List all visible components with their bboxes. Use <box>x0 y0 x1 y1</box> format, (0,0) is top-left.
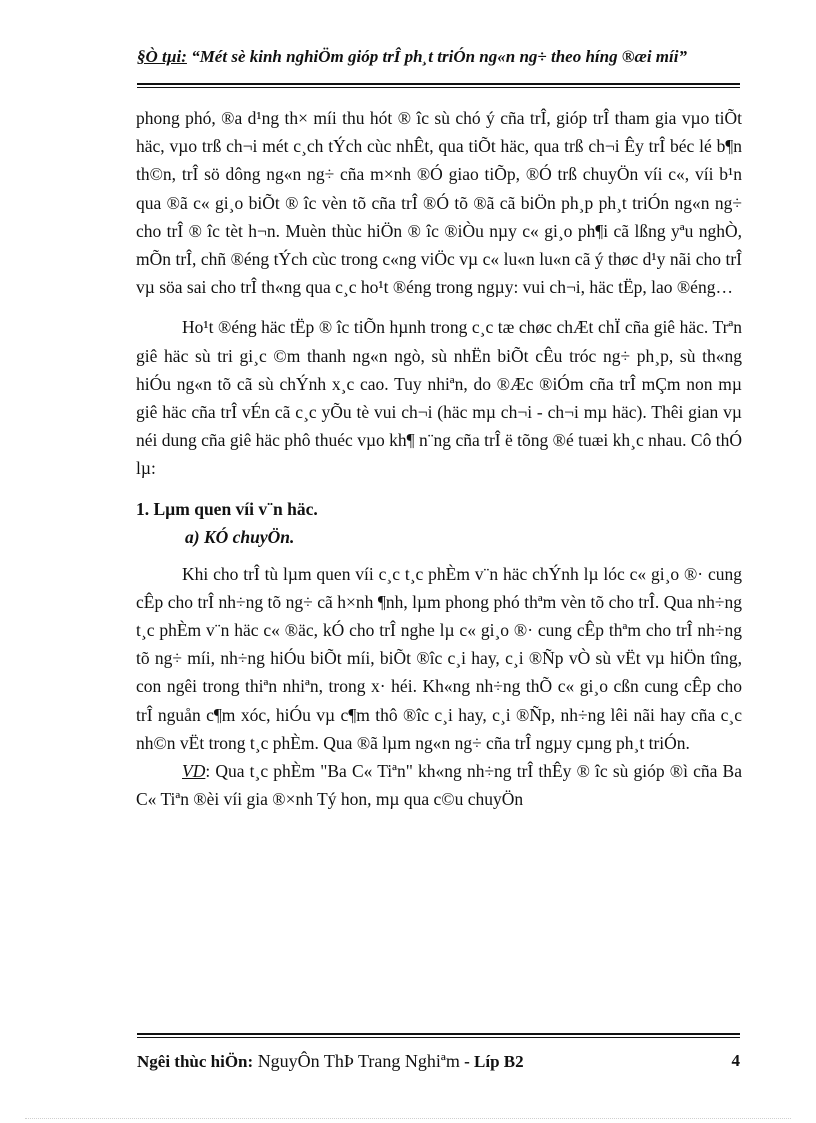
page-number: 4 <box>731 1051 740 1070</box>
section-heading: 1. Lµm quen víi v¨n häc. <box>136 498 318 519</box>
example-text: : Qua t¸c phÈm "Ba C« Tiªn" kh«ng nh÷ng trÎ thÊy ® îc sù gióp ®ì cña Ba C« Tiªn ®èi víi gia ®×nh Tý hon, mµ qua c©u chuyÖn <box>136 761 742 810</box>
paragraph-2: Ho¹t ®éng häc tËp ® îc tiÕn hµnh trong c¸c tæ chøc chÆt chÏ cña giê häc. Trªn giê häc sù tri gi¸c ©m thanh ng«n ngò, sù nhËn biÕt cÊu tróc ng÷ ph¸p, sù th«ng hiÓu ng«n tõ cã sù chÝnh x¸c cao. Tuy nhiªn, do ®Æc ®iÓm cña trÎ mÇm non mµ giê häc cña trÎ vÉn cã c¸c yÕu tè vui ch¬i (häc mµ ch¬i - ch¬i mµ häc). Thêi gian vµ néi dung cña giê häc phô thuéc vµo kh¶ n¨ng cña trÎ ë tõng ®é tuæi kh¸c nhau. Cô thÓ lµ: <box>136 317 742 479</box>
paragraph-3: Khi cho trÎ tù lµm quen víi c¸c t¸c phÈm v¨n häc chÝnh lµ lóc c« gi¸o ®· cung cÊp cho trÎ nh÷ng tõ ng÷ cã h×nh ¶nh, lµm phong phó thªm vèn tõ cho trÎ. Qua nh÷ng t¸c phÈm v¨n häc c« ®äc, kÓ cho trÎ nghe lµ c« gi¸o ®· cung cÊp thªm cho trÎ nh÷ng tõ ng÷ míi, nh÷ng hiÓu biÕt míi, biÕt ®îc c¸i hay, c¸i ®Ñp vÒ sù vËt vµ hiÖn tîng, con ngêi trong thiªn nhiªn, trong x· héi. Kh«ng nh÷ng thÕ c« gi¸o cßn cung cÊp cho trÎ nguån c¶m xóc, hiÓu vµ c¶m thô ®îc c¸i hay, c¸i ®Ñp, nh÷ng lêi nãi hay cña c¸c nh©n vËt trong t¸c phÈm. Qua ®ã lµm ng«n ng÷ cña trÎ ngµy cµng ph¸t triÓn. <box>136 563 742 753</box>
header-topic: “Mét sè kinh nghiÖm gióp trÎ ph¸t triÓn ng«n ng÷ theo híng ®æi míi” <box>186 47 687 66</box>
paragraph-1: phong phó, ®a d¹ng th× míi thu hót ® îc sù chó ý cña trÎ, gióp trÎ tham gia vµo tiÕt häc, vµo trß ch¬i mét c¸ch tÝch cùc nhÊt, qua tiÕt häc, qua trß ch¬i Êy trÎ béc lé b¶n th©n, trÎ sö dông ng«n ng÷ cña m×nh ®Ó giao tiÕp, ®Ó trß chuyÖn víi c«, víi b¹n qua ®ã c« gi¸o biÕt ® îc vèn tõ cña trÎ ®Ó tõ ®ã cã biÖn ph¸p ph¸t triÓn ng«n ng÷ cho trÎ ® îc tèt h¬n. Muèn thùc hiÖn ® îc ®iÒu nµy c« gi¸o ph¶i cã lßng yªu nghÒ, mÕn trÎ, chñ ®éng tÝch cùc trong c«ng viÖc vµ c« lu«n lu«n cã ý thøc d¹y nãi cho trÎ vµ söa sai cho trÎ th«ng qua c¸c ho¹t ®éng trong ngµy: vui ch¬i, häc tËp, lao ®éng… <box>136 108 742 298</box>
footer-author-label: Ngêi thùc hiÖn: <box>137 1052 254 1071</box>
footer-class: - Líp B2 <box>459 1052 524 1071</box>
subsection-heading: a) KÓ chuyÖn. <box>185 526 295 547</box>
footer-author-name: NguyÔn ThÞ Trang Nghiªm <box>253 1051 460 1071</box>
header-rule-thin <box>137 87 740 88</box>
page-footer <box>137 1050 740 1073</box>
header-label: §Ò tµi: <box>137 47 187 66</box>
paragraph-4 <box>136 757 742 813</box>
page-header <box>137 48 740 65</box>
header-rule <box>137 83 740 85</box>
page-body <box>136 104 742 813</box>
footer-rule <box>137 1033 740 1035</box>
page-edge <box>25 1118 791 1119</box>
example-label: VD <box>182 761 206 782</box>
header-title <box>137 48 740 65</box>
footer-rule-thin <box>137 1037 740 1038</box>
